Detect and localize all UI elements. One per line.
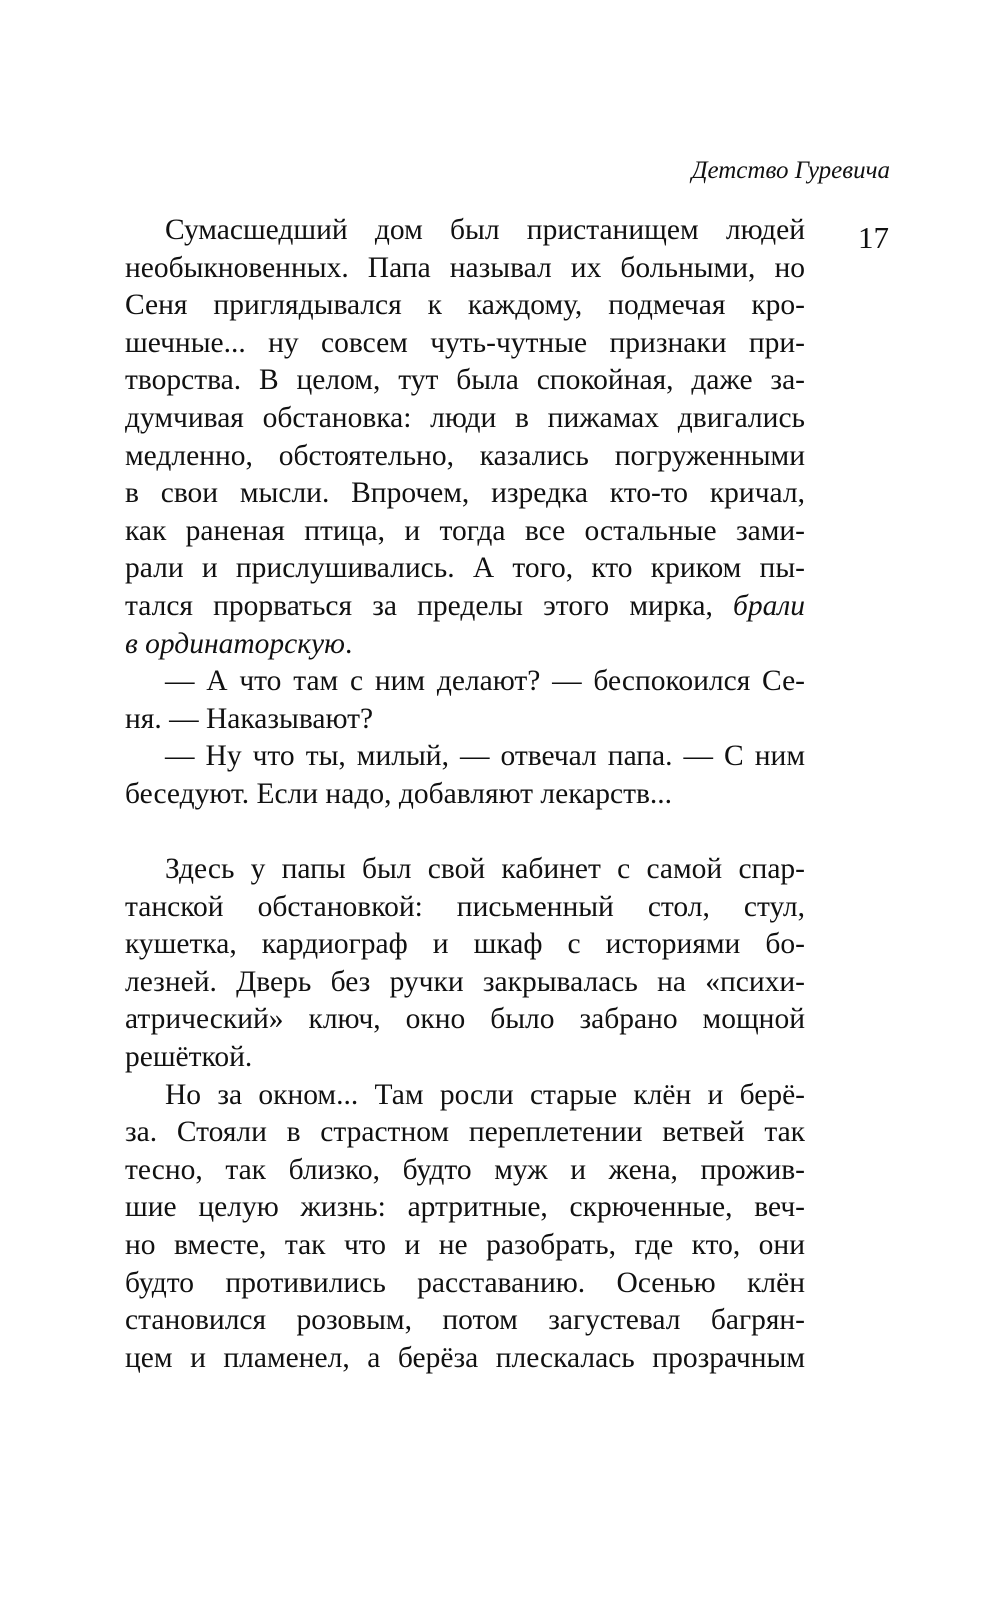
text-line: — А что там с ним делают? — беспокоился Се- <box>165 665 805 698</box>
dialogue-paragraph <box>125 738 805 813</box>
paragraph <box>125 851 805 1077</box>
text-line: творства. В целом, тут была спокойная, даже за- <box>125 364 805 397</box>
italic-run: брали <box>733 589 805 622</box>
italic-run: в ординаторскую <box>125 627 345 660</box>
paragraph <box>125 212 805 663</box>
text-line: в свои мысли. Впрочем, изредка кто-то кричал, <box>125 477 805 510</box>
text-line: — Ну что ты, милый, — отвечал папа. — С ним <box>165 740 805 773</box>
text-line <box>125 588 805 626</box>
text-line: тесно, так близко, будто муж и жена, прожив- <box>125 1153 805 1186</box>
section-break <box>125 814 805 852</box>
body-text <box>125 212 805 1377</box>
text-line: шечные... ну совсем чуть-чутные признаки при- <box>125 326 805 359</box>
text-line: цем и пламенел, а берёза плескалась прозрачным <box>125 1341 805 1374</box>
text-line: шие целую жизнь: артритные, скрюченные, веч- <box>125 1191 805 1224</box>
text-line: медленно, обстоятельно, казались погруженными <box>125 439 805 472</box>
text-line: за. Стояли в страстном переплетении ветвей так <box>125 1116 805 1149</box>
text-line: становился розовым, потом загустевал багрян- <box>125 1304 805 1337</box>
text-line: рали и прислушивались. А того, кто криком пы- <box>125 552 805 585</box>
text-line: но вместе, так что и не разобрать, где кто, они <box>125 1229 805 1262</box>
text-line: необыкновенных. Папа называл их больными, но <box>125 251 805 284</box>
text-line: лезней. Дверь без ручки закрывалась на «психи- <box>125 965 805 998</box>
text-line: беседуют. Если надо, добавляют лекарств... <box>125 777 673 810</box>
page-number: 17 <box>858 220 889 255</box>
dialogue-paragraph <box>125 663 805 738</box>
paragraph <box>125 1077 805 1378</box>
text-line: как раненая птица, и тогда все остальные зами- <box>125 514 805 547</box>
text-line <box>125 626 805 664</box>
text-line: думчивая обстановка: люди в пижамах двигались <box>125 401 805 434</box>
text-run: тался прорваться за пределы этого мирка, <box>125 589 734 622</box>
text-line: танской обстановкой: письменный стол, стул, <box>125 890 805 923</box>
text-line: кушетка, кардиограф и шкаф с историями бо- <box>125 928 805 961</box>
text-line: решёткой. <box>125 1041 253 1074</box>
text-line: ня. — Наказывают? <box>125 702 374 735</box>
text-line: атрический» ключ, окно было забрано мощной <box>125 1003 805 1036</box>
text-line: Здесь у папы был свой кабинет с самой спар- <box>165 853 805 886</box>
text-line: Сеня приглядывался к каждому, подмечая кро- <box>125 289 805 322</box>
text-line: Но за окном... Там росли старые клён и берё- <box>165 1078 805 1111</box>
text-line: будто противились расставанию. Осенью клён <box>125 1266 805 1299</box>
text-line: Сумасшедший дом был пристанищем людей <box>165 214 805 246</box>
text-run: . <box>344 627 353 660</box>
running-title: Детство Гуревича <box>691 157 890 184</box>
